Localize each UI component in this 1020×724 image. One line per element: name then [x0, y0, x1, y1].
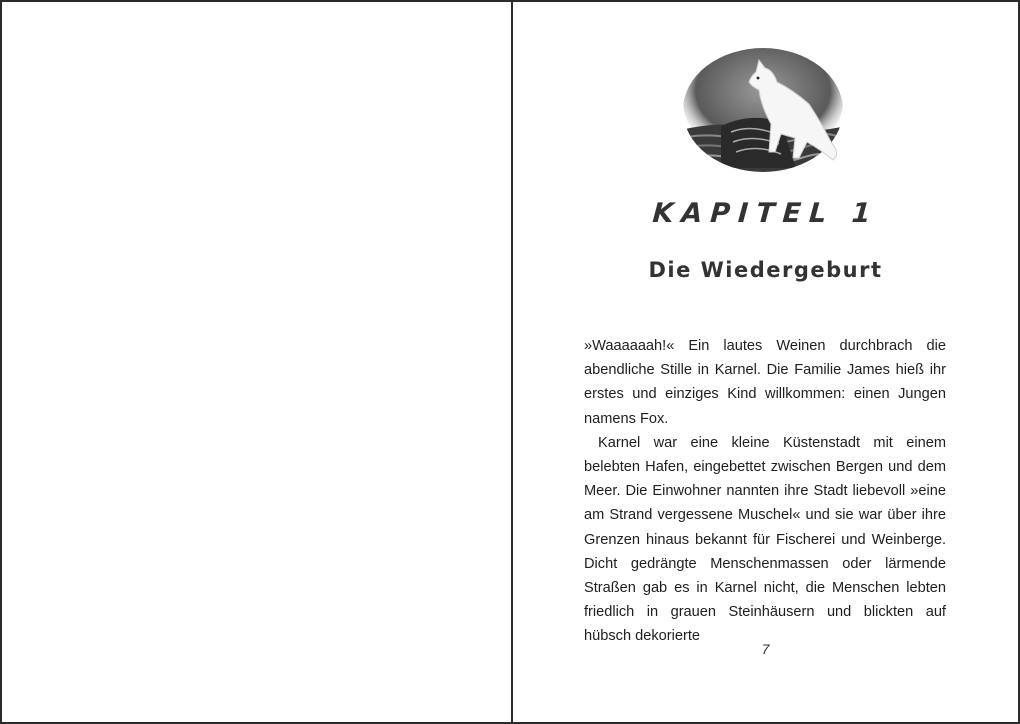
chapter-body-text [584, 334, 946, 649]
chapter-title: Die Wiedergeburt [648, 258, 883, 282]
paragraph: Karnel war eine kleine Küstenstadt mit einem belebten Hafen, eingebettet zwischen Bergen und dem Meer. Die Einwohner nannten ihre Stadt liebevoll »eine am Strand vergessene Muschel« und sie war über ihre Grenzen hinaus bekannt für Fischerei und Weinberge. Dicht gedrängte Menschenmassen oder lärmende Straßen gab es in Karnel nicht, die Menschen lebten friedlich in grauen Steinhäusern und blickten auf hübsch dekorierte [584, 434, 946, 645]
paragraph: »Waaaaaah!« Ein lautes Weinen durchbrach die abendliche Stille in Karnel. Die Familie James hieß ihr erstes und einziges Kind willkommen: einen Jungen namens Fox. [584, 338, 946, 427]
chapter-label: KAPITEL 1 [651, 198, 880, 229]
left-page [2, 2, 511, 722]
right-page [513, 2, 1018, 722]
page-number: 7 [761, 641, 770, 657]
fox-illustration-icon [681, 42, 846, 172]
